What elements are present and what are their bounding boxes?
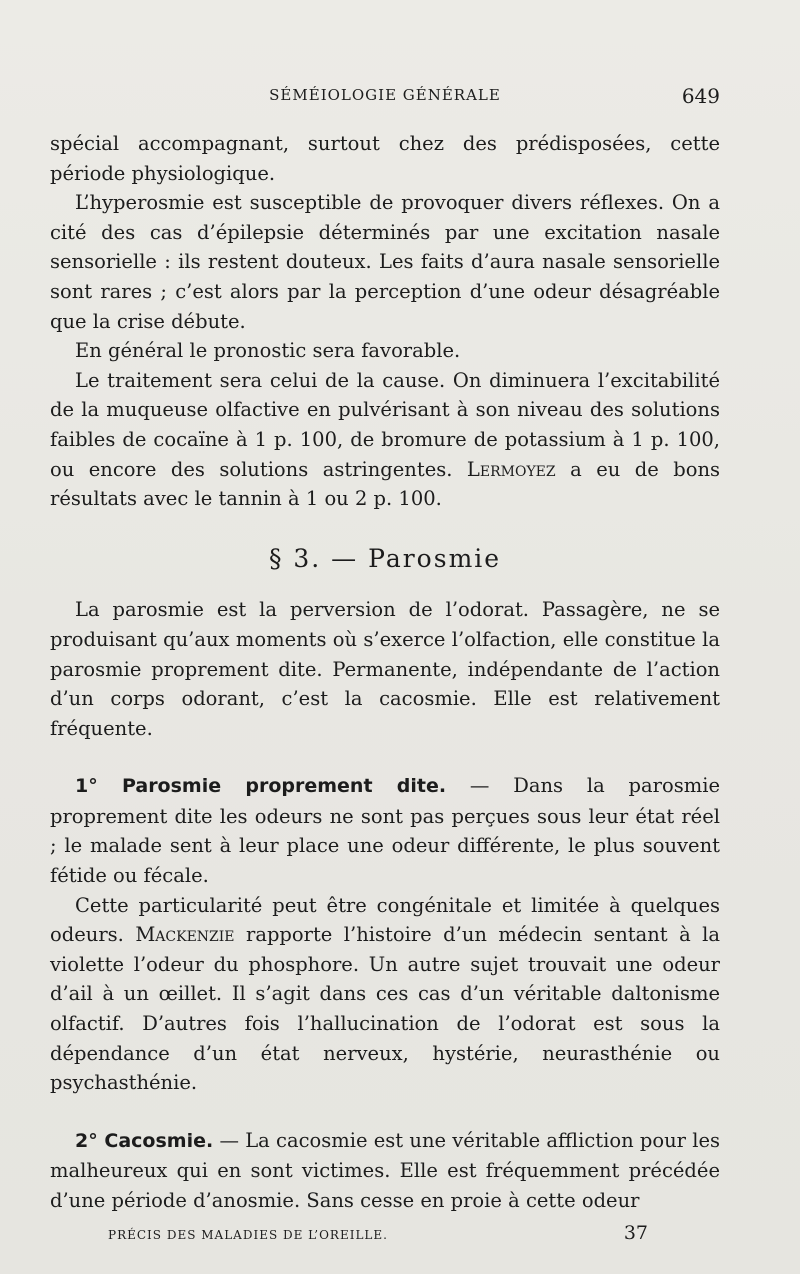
- congenitale-text-end: rapporte l’histoire d’un médecin sentant à la violette l’odeur du phosphore. Un autre sujet trouvait une odeur d’ail à un œillet. Il s’agit dans ces cas d’un véritable daltonisme olfactif. D’autres fois l’hallucination de l’odorat est sous la dépendance d’un état nerveux, hystérie, neurasthénie ou psychasthénie.: [50, 923, 721, 1095]
- paragraph-gap: [50, 1098, 720, 1126]
- paragraph-continuation: spécial accompagnant, surtout chez des prédisposées, cette période physiologique.: [50, 132, 720, 185]
- paragraph-parosmie-proprement-dite: [50, 771, 720, 890]
- subheading-parosmie: 1° Parosmie proprement dite.: [75, 775, 447, 798]
- traitement-text-end: a eu de bons résultats avec le tannin à 1 ou 2 p. 100.: [50, 457, 721, 511]
- paragraph-parosmie-definition: La parosmie est la perversion de l’odorat. Passagère, ne se produisant qu’aux moments où s’exerce l’olfaction, elle constitue la parosmie proprement dite. Permanente, indépendante de l’action d’un corps odorant, c’est la cacosmie. Elle est relativement fréquente.: [50, 598, 720, 740]
- paragraph-pronostic: En général le pronostic sera favorable.: [75, 339, 461, 363]
- parosmie-text: — Dans la parosmie proprement dite les odeurs ne sont pas perçues sous leur état réel ; le malade sent à leur place une odeur différente, le plus souvent fétide ou fécale.: [50, 774, 720, 888]
- subheading-cacosmie: 2° Cacosmie.: [75, 1129, 214, 1152]
- page-header: [50, 86, 720, 110]
- signature-mark: 37: [623, 1222, 648, 1244]
- traitement-text: Le traitement sera celui de la cause. On diminuera l’excitabilité de la muqueuse olfactive en pulvérisant à son niveau des solutions faibles de cocaïne à 1 p. 100, de bromure de potassium à 1 p. 100, ou encore des solutions astringentes.: [50, 368, 720, 481]
- body-text: [50, 129, 720, 1216]
- paragraph-traitement: [50, 366, 720, 514]
- footer-book-title: PRÉCIS DES MALADIES DE L’OREILLE.: [108, 1228, 388, 1242]
- cacosmie-text: — La cacosmie est une véritable affliction pour les malheureux qui en sont victimes. Elle est fréquemment précédée d’une période d’anosmie. Sans cesse en proie à cette odeur: [50, 1128, 721, 1212]
- paragraph-gap: [50, 743, 720, 771]
- section-title: § 3. — Parosmie: [268, 543, 502, 573]
- paragraph-cacosmie: [50, 1126, 720, 1216]
- author-name-mackenzie: Mackenzie: [135, 923, 235, 947]
- congenitale-text: Cette particularité peut être congénitale et limitée à quelques odeurs.: [50, 893, 720, 947]
- paragraph-hyperosmie-reflexes: L’hyperosmie est susceptible de provoquer divers réflexes. On a cité des cas d’épilepsie déterminés par une excitation nasale sensorielle : ils restent douteux. Les faits d’aura nasale sensorielle sont rares ; c’est alors par la perception d’une odeur désagréable que la crise débute.: [50, 191, 720, 333]
- page-footer: [108, 1222, 648, 1248]
- paragraph-congenitale: [50, 891, 720, 1098]
- page-number: 649: [681, 84, 720, 108]
- author-name-lermoyez: Lermoyez: [466, 457, 556, 481]
- running-head: SÉMÉIOLOGIE GÉNÉRALE: [269, 86, 501, 104]
